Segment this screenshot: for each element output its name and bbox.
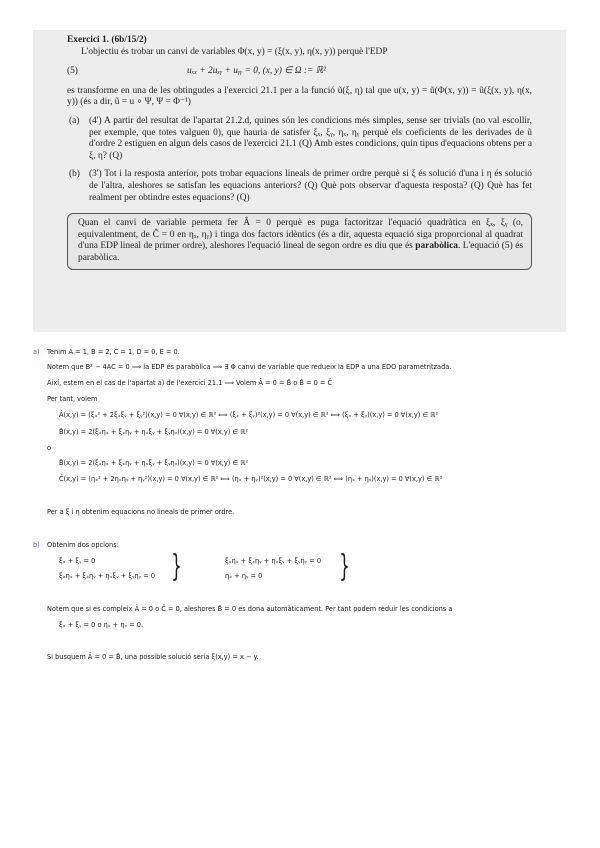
exercise-statement (33, 30, 566, 332)
answer-line: ξₓ + ξᵧ = 0 o ηₓ + ηᵧ = 0. (59, 621, 144, 629)
brace-left: } (171, 549, 182, 584)
item-b-text: (3') Tot i la resposta anterior, pots trobar equacions lineals de primer ordre perquè si ξ és solució d'una i η és solució de l'altra, aleshores se satisfan les equacions anteriors? (Q) Què pots observar d'aquesta resposta? (Q) Què has fet realment per obtindre estes equacions? (Q) (89, 169, 532, 203)
equation-number: (5) (67, 66, 78, 77)
answer-line: B̂(x,y) = 2(ξₓηₓ + ξₓηᵧ + ηₓξᵧ + ξᵧηᵧ)(x,y) = 0 ∀(x,y) ∈ ℝ² (59, 428, 249, 436)
answer-line: Per tant, volem (47, 395, 98, 403)
item-b (67, 169, 532, 204)
option-right-line: ξₓηₓ + ξₓηᵧ + ηₓξᵧ + ξᵧηᵧ = 0 (225, 557, 322, 565)
answer-line: Notem que B² − 4AC = 0 ⟹ la EDP és parabòlica ⟹ ∃ Φ canvi de variable que redueix la EDP a una EDO parametritzada. (47, 363, 452, 371)
option-right-line: ηₓ + ηᵧ = 0 (225, 572, 263, 580)
item-a-label: (a) (69, 115, 80, 126)
remark-end: . L'equació (5) és parabòlica. (78, 241, 524, 263)
brace-right: } (339, 549, 350, 584)
answer-b-intro: Obtenim dos opcions: (47, 541, 119, 549)
answer-a-label: a) (33, 348, 40, 356)
remark-bold: parabòlica (415, 241, 458, 252)
answer-line: Notem que si es compleix Â = 0 o Ĉ = 0, aleshores B̂ = 0 es dona automàticament. Per tant podem reduir les condicions a (47, 605, 453, 613)
answer-line: Per a ξ i η obtenim equacions no lineals de primer ordre. (47, 508, 235, 516)
equation: uₓₓ + 2uₓᵧ + uᵧᵧ = 0, (x, y) ∈ Ω := ℝ² (187, 66, 326, 77)
remark-box (67, 213, 532, 269)
answer-line: B̂(x,y) = 2(ξₓηₓ + ξₓηᵧ + ηₓξᵧ + ξᵧηᵧ)(x,y) = 0 ∀(x,y) ∈ ℝ² (59, 459, 249, 467)
transform-paragraph: es transforme en una de les obtingudes a l'exercici 21.1 per a la funció ũ(ξ, η) tal que u(x, y) = ũ(Φ(x, y)) = ũ(ξ(x, y), η(x, y)) (és a dir, ũ = u ∘ Ψ, Ψ = Φ⁻¹) (67, 85, 532, 108)
answer-b-label: b) (33, 541, 40, 549)
exercise-title: Exercici 1. (6b/15/2) (67, 35, 147, 45)
answer-line: Si busquem Â = 0 = B̂, una possible solució seria ξ(x,y) = x − y. (47, 653, 259, 661)
answer-line: Tenim A = 1, B = 2, C = 1, D = 0, E = 0. (47, 348, 180, 356)
option-left-line: ξₓ + ξᵧ = 0 (59, 557, 96, 565)
item-a-text: (4') A partir del resultat de l'apartat 21.2.d, quines són les condicions més simples, sense ser trivials (no val escollir, per exemple, que totes valguen 0), que hauria de satisfer ξₓ, ξᵧ, ηₓ, ηᵧ perquè els coeficients de les derivades de ũ d'ordre 2 estiguen en algun dels casos de l'exercici 21.1 (Q) Amb estes condicions, quin tipus d'equacions obtens per a ξ, η? (Q) (89, 115, 532, 161)
item-a (67, 116, 532, 162)
exercise-intro: L'objectiu és trobar un canvi de variables Φ(x, y) = (ξ(x, y), η(x, y)) perquè l'EDP (81, 46, 388, 57)
answer-line: Ĉ(x,y) = (ηₓ² + 2ηₓηᵧ + ηᵧ²)(x,y) = 0 ∀(x,y) ∈ ℝ² ⟺ (ηₓ + ηᵧ)²(x,y) = 0 ∀(x,y) ∈ ℝ² ⟺ (ηₓ + ηᵧ)(x,y) = 0 ∀(x,y) ∈ ℝ² (59, 475, 443, 483)
answer-line: Â(x,y) = (ξₓ² + 2ξₓξᵧ + ξᵧ²)(x,y) = 0 ∀(x,y) ∈ ℝ² ⟺ (ξₓ + ξᵧ)²(x,y) = 0 ∀(x,y) ∈ ℝ² ⟺ (ξₓ + ξᵧ)(x,y) = 0 ∀(x,y) ∈ ℝ² (59, 411, 439, 419)
equation-row (67, 66, 532, 78)
remark-text: Quan el canvi de variable permeta fer Â = 0 perquè es puga factoritzar l'equació quadràtica en ξₓ, ξᵧ (o, equivalentment, de Ĉ = 0 en ηₓ, ηᵧ) i tinga dos factors idèntics (és a dir, aquesta equació siga proporcional al quadrat d'una EDP lineal de primer ordre), aleshores l'equació lineal de segon ordre es diu que és (78, 218, 523, 252)
item-b-label: (b) (69, 169, 80, 180)
answer-line: o (47, 444, 52, 452)
answer-line: Així, estem en el cas de l'apartat a) de l'exercici 21.1 ⟹ Volem Â = 0 = B̂ o B̂ = 0 = Ĉ (47, 379, 333, 387)
option-left-line: ξₓηₓ + ξₓηᵧ + ηₓξᵧ + ξᵧηᵧ = 0 (59, 572, 156, 580)
